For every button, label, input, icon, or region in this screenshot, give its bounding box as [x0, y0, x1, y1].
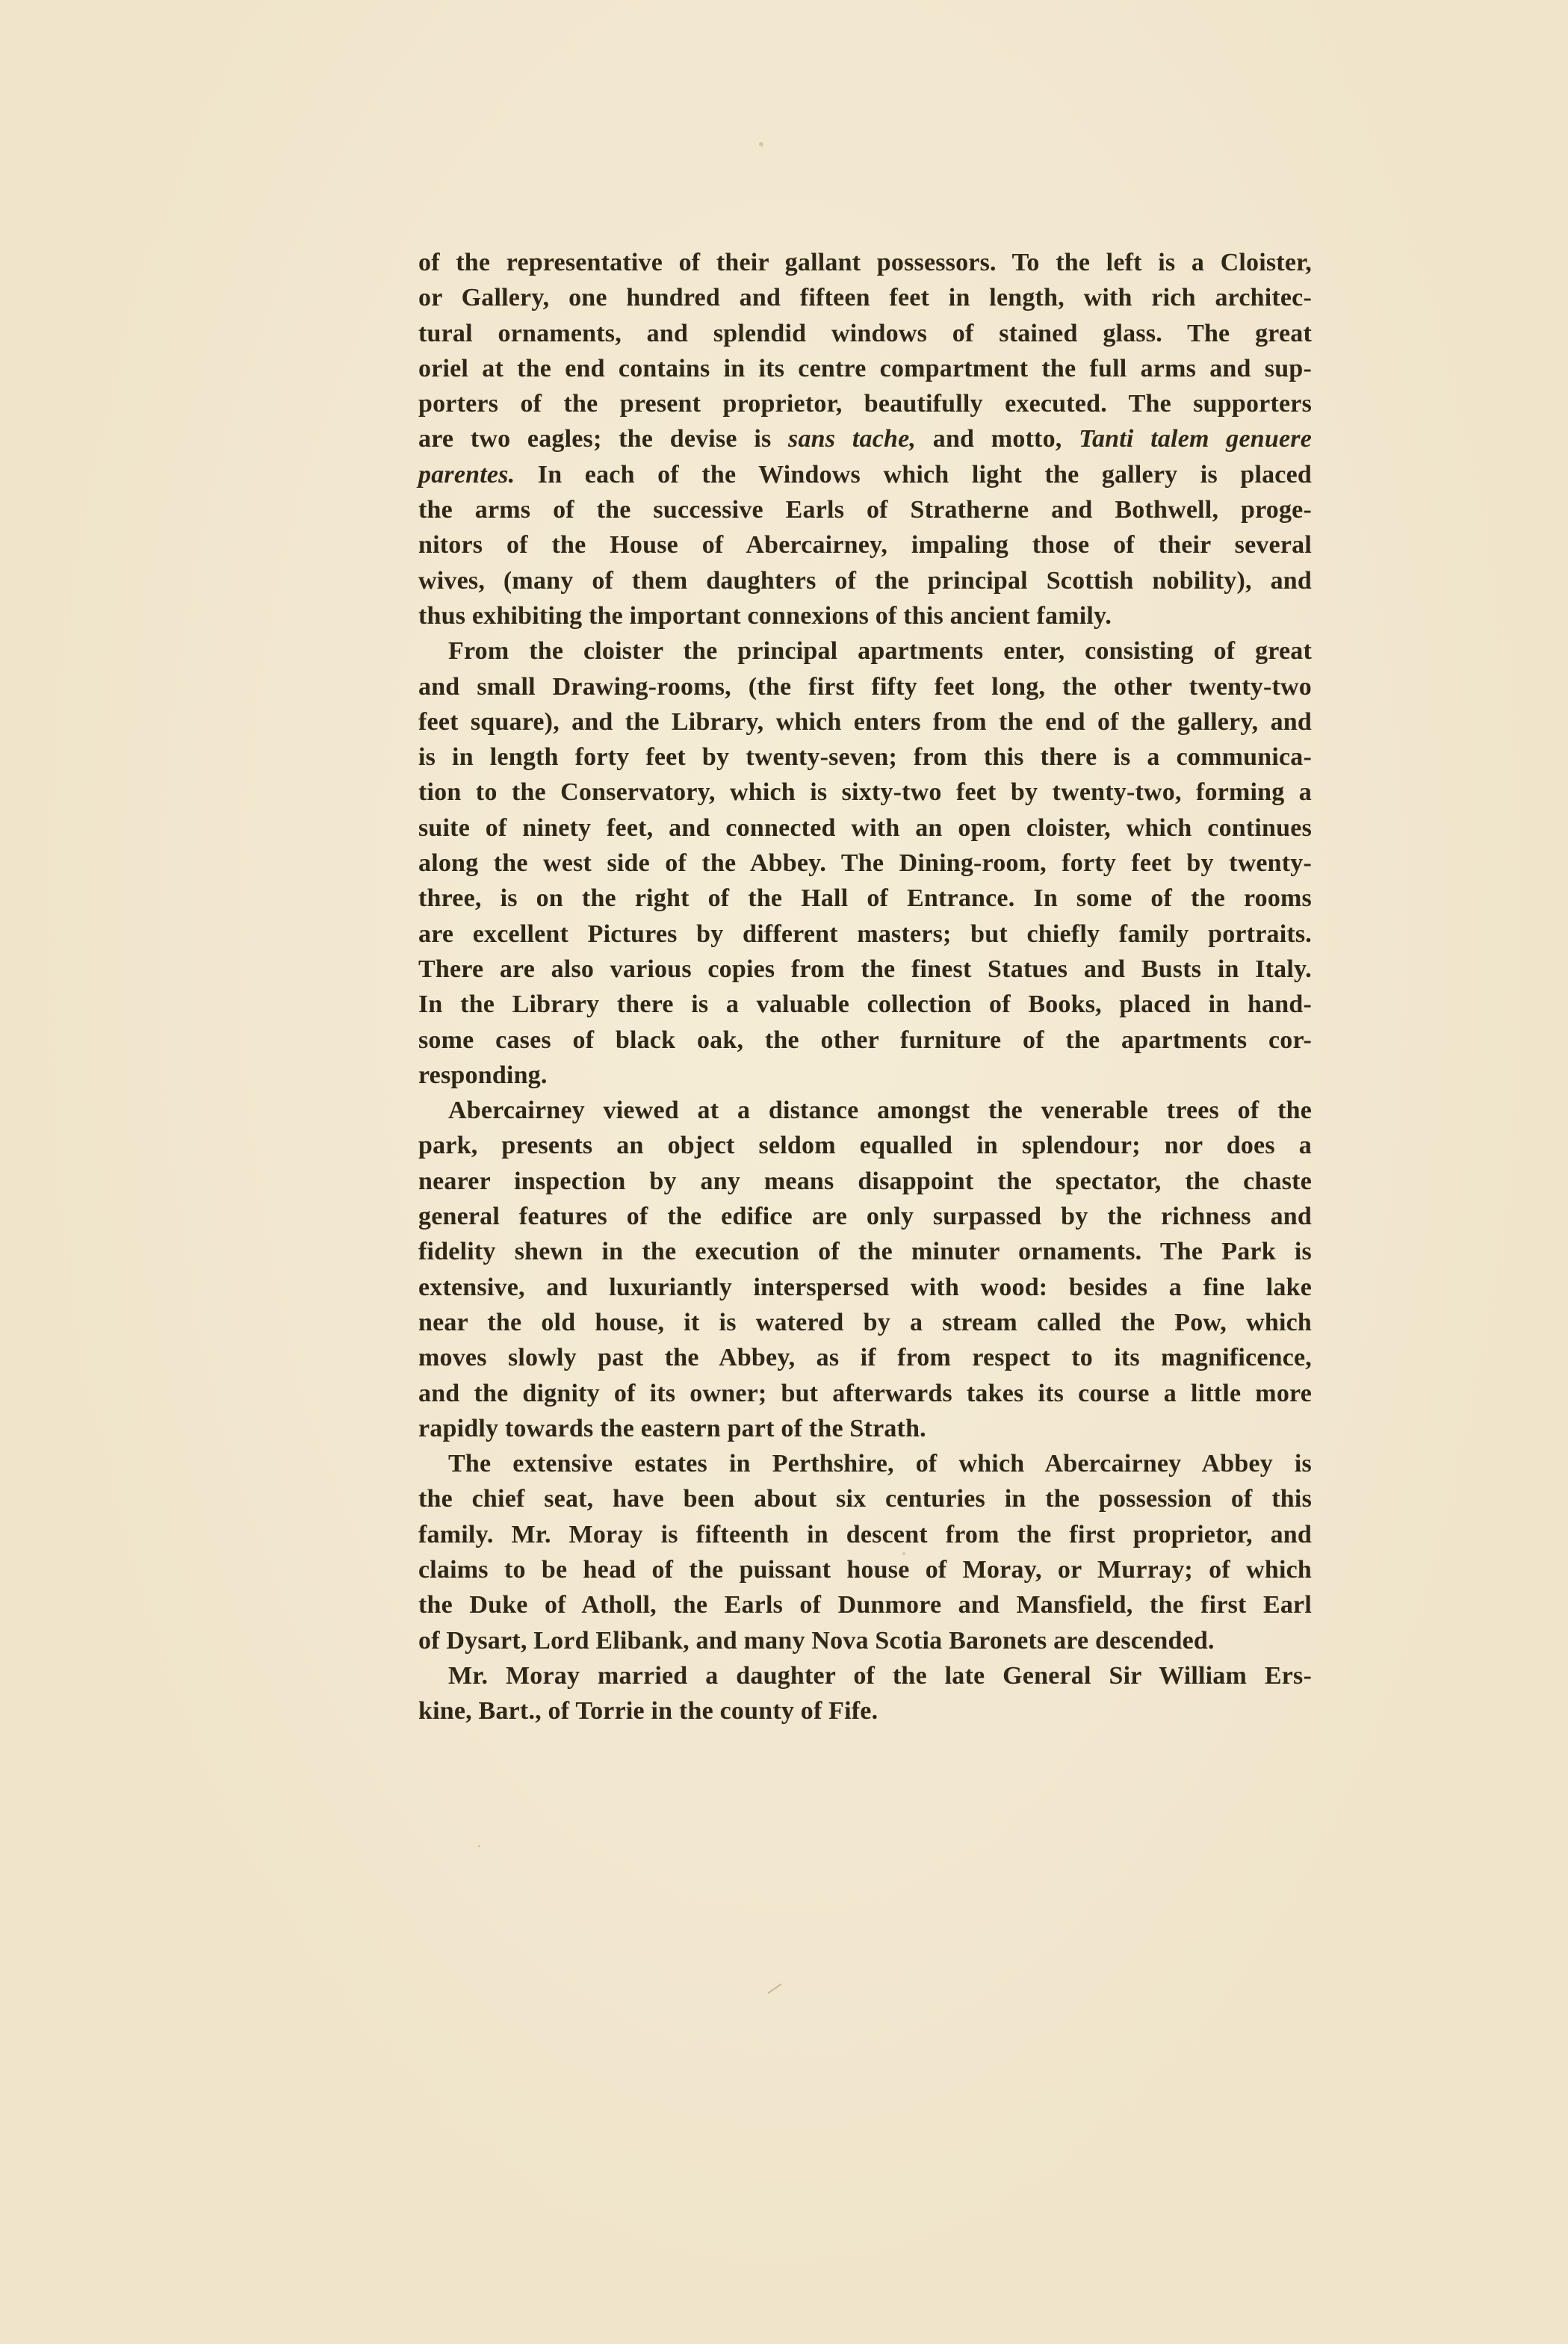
text-line: [418, 563, 1312, 598]
text-line: [418, 245, 1312, 280]
text-line: [418, 846, 1312, 881]
text-line: [418, 351, 1312, 386]
text-segment: moves slowly past the Abbey, as if from respect to its magnificence,: [418, 1344, 1312, 1372]
text-line: [418, 669, 1312, 704]
text-line: [418, 492, 1312, 527]
text-line: [418, 881, 1312, 916]
text-line: [418, 1552, 1312, 1587]
text-line: [418, 1587, 1312, 1622]
text-line: [418, 1128, 1312, 1163]
text-line: [418, 1093, 1312, 1128]
text-segment: the chief seat, have been about six centuries in the possession of this: [418, 1485, 1312, 1513]
text-line: [418, 987, 1312, 1022]
text-line: [418, 917, 1312, 952]
text-line: [418, 457, 1312, 492]
text-segment: of Dysart, Lord Elibank, and many Nova Scotia Baronets are descended.: [418, 1626, 1215, 1655]
text-segment: or Gallery, one hundred and fifteen feet in length, with rich architec-: [418, 284, 1312, 312]
paper-spot: [759, 142, 763, 146]
text-segment: three, is on the right of the Hall of Entrance. In some of the rooms: [418, 884, 1312, 913]
italic-text: sans tache,: [788, 425, 917, 453]
text-segment: the Duke of Atholl, the Earls of Dunmore and Mansfield, the first Earl: [418, 1591, 1312, 1619]
text-line: [418, 386, 1312, 421]
text-line: [418, 1199, 1312, 1234]
text-line: [418, 1058, 1312, 1093]
text-segment: are excellent Pictures by different masters; but chiefly family portraits.: [418, 920, 1312, 948]
text-line: [418, 633, 1312, 669]
text-segment: feet square), and the Library, which enters from the end of the gallery, and: [418, 707, 1312, 736]
italic-text: Tanti talem genuere: [1079, 425, 1313, 453]
pencil-mark: [767, 1983, 787, 2003]
body-text: [418, 245, 1312, 1728]
text-segment: tion to the Conservatory, which is sixty-two feet by twenty-two, forming a: [418, 778, 1312, 807]
text-segment: and the dignity of its owner; but afterwards takes its course a little more: [418, 1379, 1312, 1407]
text-line: [418, 1623, 1312, 1658]
text-segment: responding.: [418, 1061, 548, 1089]
text-segment: extensive, and luxuriantly interspersed with wood: besides a fine lake: [418, 1273, 1312, 1301]
text-line: [418, 810, 1312, 846]
text-segment: and motto,: [916, 425, 1079, 453]
text-segment: is in length forty feet by twenty-seven; from this there is a communica-: [418, 743, 1312, 772]
text-segment: the arms of the successive Earls of Stratherne and Bothwell, proge-: [418, 496, 1312, 524]
text-segment: fidelity shewn in the execution of the minuter ornaments. The Park is: [418, 1238, 1312, 1266]
text-line: [418, 775, 1312, 810]
text-line: [418, 1411, 1312, 1446]
text-segment: rapidly towards the eastern part of the Strath.: [418, 1414, 926, 1442]
paper-spot: [478, 1845, 480, 1847]
text-segment: Mr. Moray married a daughter of the late General Sir William Ers-: [448, 1661, 1312, 1690]
text-segment: of the representative of their gallant possessors. To the left is a Cloister,: [418, 249, 1312, 276]
text-segment: Abercairney viewed at a distance amongst the venerable trees of the: [448, 1097, 1312, 1125]
text-segment: kine, Bart., of Torrie in the county of Fife.: [418, 1697, 878, 1726]
text-line: [418, 1270, 1312, 1305]
text-segment: suite of ninety feet, and connected with an open cloister, which continues: [418, 813, 1312, 842]
text-line: [418, 527, 1312, 562]
text-line: [418, 1340, 1312, 1375]
text-segment: claims to be head of the puissant house of Moray, or Murray; of which: [418, 1555, 1312, 1584]
text-segment: There are also various copies from the finest Statues and Busts in Italy.: [418, 955, 1312, 983]
text-segment: park, presents an object seldom equalled in splendour; nor does a: [418, 1132, 1312, 1160]
text-segment: are two eagles; the devise is: [418, 425, 789, 453]
text-segment: general features of the edifice are only surpassed by the richness and: [418, 1203, 1312, 1231]
text-segment: In each of the Windows which light the gallery is placed: [515, 460, 1312, 489]
text-line: [418, 1164, 1312, 1199]
text-segment: near the old house, it is watered by a stream called the Pow, which: [418, 1308, 1312, 1336]
text-segment: In the Library there is a valuable collection of Books, placed in hand-: [418, 990, 1312, 1019]
text-segment: nearer inspection by any means disappoint the spectator, the chaste: [418, 1167, 1312, 1195]
text-segment: along the west side of the Abbey. The Dining-room, forty feet by twenty-: [418, 849, 1312, 878]
text-segment: porters of the present proprietor, beautifully executed. The supporters: [418, 390, 1312, 418]
text-line: [418, 1376, 1312, 1411]
text-line: [418, 1658, 1312, 1693]
text-line: [418, 1023, 1312, 1058]
italic-text: parentes.: [418, 460, 515, 489]
text-line: [418, 280, 1312, 315]
text-segment: thus exhibiting the important connexions of this ancient family.: [418, 601, 1112, 630]
text-line: [418, 421, 1312, 456]
text-line: [418, 598, 1312, 633]
text-line: [418, 1305, 1312, 1340]
text-segment: oriel at the end contains in its centre compartment the full arms and sup-: [418, 354, 1312, 382]
text-segment: and small Drawing-rooms, (the first fifty feet long, the other twenty-two: [418, 672, 1312, 701]
text-line: [418, 1446, 1312, 1481]
text-line: [418, 1234, 1312, 1269]
text-segment: wives, (many of them daughters of the principal Scottish nobility), and: [418, 566, 1312, 595]
text-segment: family. Mr. Moray is fifteenth in descent from the first proprietor, and: [418, 1520, 1312, 1548]
text-segment: tural ornaments, and splendid windows of stained glass. The great: [418, 319, 1312, 347]
text-line: [418, 704, 1312, 740]
text-segment: The extensive estates in Perthshire, of which Abercairney Abbey is: [448, 1450, 1312, 1478]
text-segment: nitors of the House of Abercairney, impaling those of their several: [418, 531, 1312, 559]
text-line: [418, 1517, 1312, 1552]
text-line: [418, 1481, 1312, 1516]
text-segment: From the cloister the principal apartments enter, consisting of great: [448, 637, 1312, 666]
text-line: [418, 1693, 1312, 1728]
text-segment: some cases of black oak, the other furniture of the apartments cor-: [418, 1026, 1312, 1054]
text-line: [418, 952, 1312, 987]
text-line: [418, 740, 1312, 775]
text-line: [418, 316, 1312, 351]
